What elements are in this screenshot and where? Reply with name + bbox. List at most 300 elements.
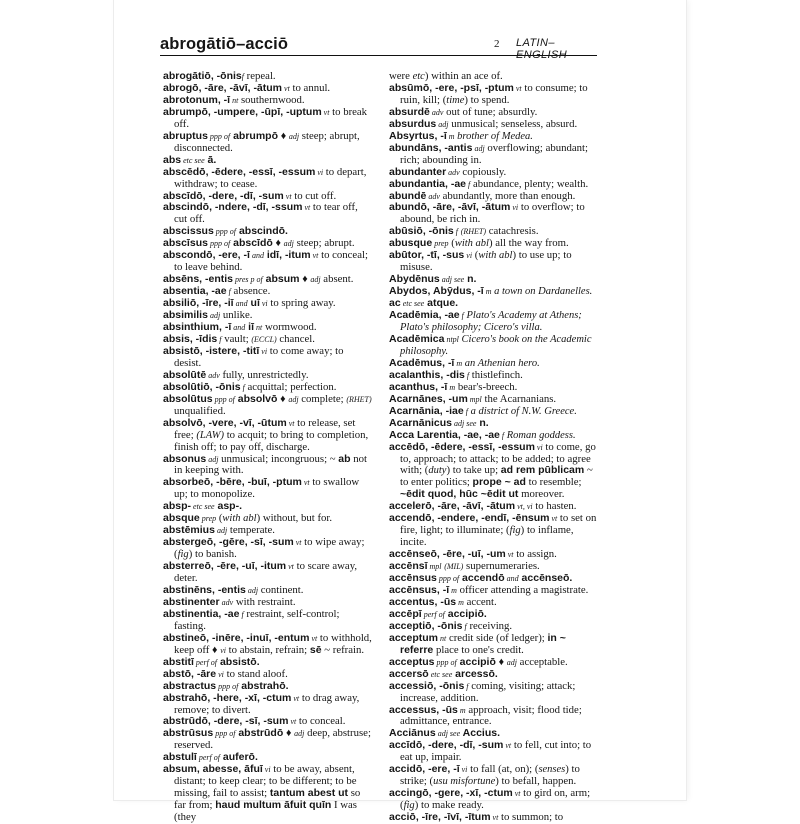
dictionary-entry (389, 83, 599, 107)
entry-text: with restraint. (233, 595, 296, 608)
entry-grammar: ppp of (213, 227, 237, 237)
entry-grammar: vt (549, 514, 558, 524)
entry-grammar: perf of (196, 753, 220, 763)
entry-grammar: nt (230, 95, 239, 105)
entry-headword: abstractus (163, 679, 217, 692)
entry-headword: abstrūdō, -dere, -sī, -sum (163, 715, 289, 728)
entry-text: overflowing; abundant; rich; abounding in. (400, 141, 588, 166)
dictionary-entry (163, 609, 373, 633)
entry-italic: etc (412, 71, 425, 82)
entry-headword: absterreō, -ēre, -uī, -itum (163, 560, 287, 573)
entry-grammar: vt (301, 478, 310, 488)
dictionary-entry (163, 107, 373, 131)
entry-text: ♦ (272, 237, 284, 250)
entry-headword: absinthium, -ī (163, 321, 232, 334)
dictionary-entry (163, 537, 373, 561)
entry-italic: an Athenian hero. (462, 357, 540, 369)
entry-headword: absorbeō, -bēre, -buī, -ptum (163, 476, 302, 489)
entry-grammar: adj (506, 657, 517, 667)
dictionary-entry (163, 346, 373, 370)
entry-italic: with abl (478, 250, 513, 262)
entry-headword: accendō, -endere, -endī, -ēnsum (389, 512, 550, 525)
entry-italic: a town on Dardanelles. (491, 286, 593, 298)
entry-grammar: (RHET) (460, 227, 487, 237)
entry-text: ♦ (277, 392, 289, 405)
entry-headword: idī, -itum (263, 249, 311, 262)
entry-grammar: f (499, 430, 505, 440)
entry-text: out of tune; absurdly. (443, 105, 538, 118)
entry-text: the Acarnanians. (481, 392, 557, 405)
entry-headword: ad rem pūblicam (500, 464, 585, 477)
entry-headword: absolvō (234, 392, 278, 405)
entry-italic: Plato's Academy at Athens; Plato's philosophy; Cicero's villa. (400, 310, 582, 334)
dictionary-entry (163, 202, 373, 226)
entry-grammar: vt (310, 251, 319, 261)
entry-text: ) to banish. (188, 548, 237, 561)
entry-headword: Acadēmica (389, 332, 445, 345)
dictionary-entry (389, 812, 599, 824)
entry-text: to fall (at, on); ( (467, 763, 539, 776)
entry-text: abundance, plenty; wealth. (470, 177, 589, 190)
entry-grammar: perf of (193, 657, 218, 667)
entry-headword: absolūtē (163, 368, 207, 381)
entry-text: catachresis. (486, 225, 539, 238)
entry-headword: Acciānus (389, 727, 436, 740)
entry-headword: Accius. (460, 727, 501, 740)
entry-italic: time (446, 94, 465, 106)
entry-text: to overflow; to abound, be rich in. (400, 201, 585, 226)
entry-text: fully, unrestrictedly. (219, 368, 309, 381)
entry-grammar: vt (293, 538, 302, 548)
entry-grammar: ppp of (212, 394, 235, 404)
entry-headword: Acadēmus, -ī (389, 356, 455, 369)
dictionary-entry (163, 131, 373, 155)
entry-headword: abundanter (389, 165, 447, 178)
entry-headword: Abydēnus (389, 273, 440, 286)
entry-text: to release, set free; (174, 416, 356, 441)
entry-italic: Roman goddess. (504, 429, 576, 441)
entry-headword: accingō, -gere, -xī, -ctum (389, 787, 513, 800)
entry-text: wormwood. (262, 321, 317, 334)
entry-grammar: etc see (400, 299, 425, 309)
entry-text: to depart, withdraw; to cease. (174, 165, 367, 190)
dictionary-entry (389, 764, 599, 788)
entry-headword: abstō, -āre (163, 667, 217, 680)
running-headwords: abrogātiō–acciō (160, 35, 289, 53)
entry-headword: ~ēdit quod, hūc ~ēdit ut (400, 488, 519, 501)
entry-grammar: mpl (467, 394, 482, 404)
entry-grammar: f (464, 681, 469, 691)
entry-text: unmusical; senseless, absurd. (448, 117, 578, 130)
entry-grammar: and (233, 299, 248, 309)
entry-headword: abscondō, -ere, -ī (163, 249, 250, 262)
right-column (389, 71, 599, 824)
entry-headword: ā. (204, 153, 217, 166)
entry-grammar: vi (259, 299, 268, 309)
entry-headword: acceptus (389, 655, 435, 668)
entry-text: to be away, absent, distant; to keep clear; to be different; to be missing, fail to assist; (174, 763, 357, 800)
entry-headword: accendō (459, 572, 505, 585)
entry-grammar: adj (245, 585, 259, 595)
entry-grammar: vt (321, 107, 330, 117)
dictionary-entry (389, 250, 599, 274)
entry-grammar: adv (426, 191, 440, 201)
entry-grammar: adv (219, 597, 234, 607)
entry-italic: senses (538, 764, 566, 776)
entry-text: vault; (221, 332, 252, 345)
entry-grammar: vi (534, 442, 543, 452)
entry-headword: absolūtus (163, 392, 213, 405)
entry-headword: accēnsus, -ī (389, 583, 450, 596)
entry-headword: abundantia, -ae (389, 177, 467, 190)
entry-grammar: and (231, 323, 246, 333)
dictionary-entry (389, 143, 599, 167)
entry-grammar: adv (429, 107, 444, 117)
entry-grammar: prep (432, 239, 449, 249)
entry-text: were (389, 70, 413, 82)
entry-headword: abscindō. (236, 225, 288, 238)
entry-text: temperate. (227, 524, 275, 537)
entry-headword: accessus, -ūs (389, 703, 458, 716)
entry-grammar: etc see (191, 502, 215, 512)
entry-grammar: adj (472, 143, 485, 153)
entry-italic: (LAW) (196, 429, 224, 441)
entry-headword: absque (163, 512, 200, 525)
page-header (160, 32, 596, 61)
entry-grammar: vi (315, 167, 324, 177)
entry-grammar: adj (206, 454, 219, 464)
entry-italic: fig (403, 800, 415, 812)
entry-headword: accēnseō. (518, 572, 573, 585)
entry-grammar: adj (310, 275, 321, 285)
entry-headword: absis, -īdis (163, 332, 218, 345)
entry-grammar: adj (436, 119, 449, 129)
entry-headword: Absyrtus, -ī (389, 129, 447, 142)
entry-headword: absonus (163, 452, 207, 465)
entry-grammar: adj (207, 311, 221, 321)
dictionary-entry (163, 477, 373, 501)
entry-grammar: and (249, 251, 264, 261)
entry-headword: Acarnānia, -iae (389, 404, 464, 417)
entry-headword: acciō, -īre, -īvī, -ītum (389, 811, 491, 824)
dictionary-entry (389, 202, 599, 226)
entry-grammar: vt (309, 633, 318, 643)
entry-headword: abstitī (163, 655, 194, 668)
entry-text: officer attending a magistrate. (456, 583, 589, 596)
entry-headword: accipiō. (444, 607, 487, 620)
dictionary-entry (389, 442, 599, 502)
entry-headword: acanthus, -ī (389, 380, 448, 393)
entry-grammar: etc see (428, 669, 453, 679)
entry-text: absence. (230, 285, 271, 298)
entry-grammar: vt (512, 789, 521, 799)
section-title: LATIN–ENGLISH (516, 37, 568, 61)
entry-grammar: ntpl (444, 334, 459, 344)
entry-grammar: vi (510, 203, 519, 213)
dictionary-entry (389, 633, 599, 657)
entry-headword: prope ~ ad (472, 476, 526, 489)
entry-text: coming, visiting; attack; increase, addition. (400, 679, 576, 704)
entry-headword: iī (245, 321, 255, 334)
entry-grammar: vt (283, 191, 292, 201)
dictionary-entry (163, 394, 373, 418)
entry-grammar: adj (288, 394, 299, 404)
entry-text: to fell, cut into; to eat up, impair. (400, 739, 592, 764)
entry-grammar: f (466, 179, 471, 189)
entry-italic: with abl (454, 238, 489, 250)
entry-grammar: ppp of (436, 574, 460, 584)
entry-text: ( (448, 237, 455, 250)
entry-headword: abs (163, 153, 182, 166)
entry-text: to withhold, keep off ♦ (174, 631, 372, 656)
dictionary-entry (163, 728, 373, 752)
entry-text: ) to spend. (464, 93, 510, 106)
entry-grammar: adv (446, 167, 460, 177)
entry-text: steep; abrupt, disconnected. (174, 129, 360, 154)
entry-headword: absurdus (389, 117, 437, 130)
entry-headword: abstineō, -inēre, -inuī, -entum (163, 631, 310, 644)
entry-text: ( (472, 249, 479, 262)
entry-headword: absolvō, -vere, -vī, -ūtum (163, 416, 287, 429)
entry-text: ♦ (278, 129, 289, 142)
entry-text: to abstain, refrain; (225, 643, 310, 656)
entry-text: thistlefinch. (469, 368, 523, 381)
entry-grammar: m (457, 705, 466, 715)
entry-text: to stand aloof. (223, 667, 288, 680)
entry-grammar: f (462, 621, 467, 631)
left-column (163, 71, 373, 824)
entry-grammar: ppp of (213, 729, 236, 739)
entry-headword: n. (464, 273, 477, 286)
entry-text: credit side (of ledger); (446, 631, 548, 644)
entry-headword: abūtor, -tī, -sus (389, 249, 465, 262)
entry-grammar: adj (283, 239, 294, 249)
entry-headword: Acarnānicus (389, 416, 453, 429)
entry-grammar: vt (291, 693, 300, 703)
entry-headword: abstulī (163, 751, 197, 764)
entry-headword: Acarnānes, -um (389, 392, 468, 405)
entry-headword: ab (338, 452, 351, 465)
entry-headword: abscīdō (230, 237, 273, 250)
entry-text: to tear off, cut off. (174, 201, 358, 226)
dictionary-entry (163, 764, 373, 824)
entry-text: to cut off. (291, 189, 337, 202)
entry-grammar: nt (254, 323, 263, 333)
entry-grammar: vt (513, 83, 522, 93)
entry-text: place to one's credit. (433, 643, 524, 656)
entry-headword: arcessō. (452, 667, 498, 680)
entry-text: unlike. (220, 309, 253, 322)
entry-grammar: (ECCL) (251, 334, 277, 344)
entry-grammar: vi (459, 765, 468, 775)
entry-grammar: vt (503, 741, 512, 751)
entry-headword: n. (476, 416, 489, 429)
entry-text: to scare away, deter. (174, 560, 358, 585)
entry-grammar: vt, vi (515, 502, 533, 512)
dictionary-entry (163, 633, 373, 657)
entry-text: ) to befall, happen. (495, 775, 577, 788)
entry-grammar: vi (220, 645, 226, 655)
entry-grammar: m (483, 287, 492, 297)
entry-italic: fig (509, 525, 521, 537)
entry-italic: usu misfortune (433, 776, 496, 788)
entry-grammar: vi (216, 669, 224, 679)
entry-text: accent. (463, 595, 497, 608)
entry-text: to annul. (289, 81, 331, 94)
entry-grammar: vt (505, 550, 514, 560)
entry-grammar: f (239, 609, 244, 619)
entry-italic: fig (177, 549, 189, 561)
entry-text: copiously. (459, 165, 507, 178)
entry-grammar: vt (490, 813, 499, 823)
entry-text: to acquit; to bring to completion, finish off; to pay off, discharge. (174, 428, 369, 453)
entry-headword: uī (247, 297, 260, 310)
entry-text: to set on fire, light; to illuminate; ( (400, 512, 597, 537)
entry-headword: acceptiō, -ōnis (389, 619, 463, 632)
entry-text: acceptable. (516, 655, 568, 668)
entry-headword: abscīdō, -dere, -dī, -sum (163, 189, 284, 202)
entry-grammar: adj (294, 729, 305, 739)
entry-text: I was (they (174, 799, 357, 824)
entry-text: absent. (320, 273, 354, 286)
entry-headword: absum, abesse, āfuī (163, 763, 263, 776)
entry-text: ~ to enter politics; (400, 464, 593, 489)
entry-text: chancel. (276, 332, 315, 345)
dictionary-entry (389, 705, 599, 729)
entry-headword: acalanthis, -dis (389, 368, 465, 381)
entry-italic: a district of N.W. Greece. (467, 405, 577, 417)
entry-headword: haud multum āfuit quīn (215, 799, 332, 812)
entry-headword: accēpī (389, 607, 422, 620)
entry-headword: atque. (424, 297, 459, 310)
entry-headword: absimilis (163, 309, 208, 322)
entry-headword: abstēmius (163, 524, 215, 537)
entry-headword: abundē (389, 189, 427, 202)
entry-grammar: m (449, 585, 457, 595)
entry-italic: with abl (222, 513, 257, 525)
entry-headword: abstrūsus (163, 727, 214, 740)
entry-text: unqualified. (174, 404, 226, 417)
entry-italic: duty (428, 465, 447, 477)
entry-grammar: vt (302, 203, 311, 213)
entry-grammar: f (463, 406, 468, 416)
entry-grammar: f (453, 227, 458, 237)
entry-grammar: ppp of (434, 657, 457, 667)
entry-headword: absum (262, 273, 300, 286)
entry-headword: abundō, -āre, -āvī, -ātum (389, 201, 511, 214)
entry-text: ) to inflame, incite. (400, 524, 574, 549)
entry-grammar: vi (262, 765, 271, 775)
entry-headword: absūmō, -ere, -psī, -ptum (389, 81, 514, 94)
entry-headword: abundāns, -antis (389, 141, 473, 154)
entry-headword: absurdē (389, 105, 430, 118)
dictionary-entry (389, 740, 599, 764)
entry-grammar: etc see (181, 155, 205, 165)
entry-headword: auferō. (219, 751, 258, 764)
entry-headword: abstergeō, -gēre, -sī, -sum (163, 536, 294, 549)
entry-text: ) within an ace of. (424, 70, 503, 82)
entry-headword: abrogō, -āre, -āvī, -ātum (163, 81, 283, 94)
entry-headword: abrumpō, -umpere, -ūpī, -uptum (163, 105, 322, 118)
entry-grammar: adj (288, 131, 300, 141)
entry-headword: abrogātiō, -ōnis (163, 70, 242, 82)
entry-text: to conceal; to leave behind. (174, 249, 368, 274)
entry-text: continent. (258, 583, 304, 596)
dictionary-entry (389, 681, 599, 705)
entry-text: to conceal. (296, 715, 346, 728)
entry-grammar: ppp of (216, 681, 239, 691)
entry-headword: absp- (163, 500, 192, 513)
entry-text: supernumeraries. (463, 560, 540, 573)
entry-grammar: vt (286, 418, 295, 428)
entry-grammar: f (241, 72, 244, 81)
entry-text: to come, go to, approach; to attack; to be added; to agree with; ( (400, 440, 596, 477)
entry-text: ♦ (495, 655, 507, 668)
entry-grammar: and (504, 574, 519, 584)
entry-headword: accentus, -ūs (389, 595, 457, 608)
dictionary-entry (389, 788, 599, 812)
dictionary-entry (163, 561, 373, 585)
entry-grammar: m (446, 131, 455, 141)
entry-headword: accīdō, -dere, -dī, -sum (389, 739, 504, 752)
entry-grammar: adj (214, 526, 228, 536)
dictionary-entry (389, 513, 599, 549)
entry-grammar: vi (464, 251, 473, 261)
entry-grammar: m (456, 597, 464, 607)
entry-grammar: f (464, 370, 470, 380)
entry-grammar: ppp of (207, 131, 231, 141)
entry-text: deep, abstruse; reserved. (174, 727, 371, 752)
entry-italic: Cicero's book on the Academic philosophy. (400, 333, 592, 357)
entry-text: ♦ (283, 727, 295, 740)
entry-text: not in keeping with. (174, 452, 367, 477)
dictionary-entry (163, 418, 373, 454)
entry-text: ♦ (299, 273, 311, 286)
entry-text: to assign. (513, 548, 557, 561)
dictionary-entry (163, 167, 373, 191)
dictionary-entry (163, 250, 373, 274)
entry-text: acquittal; perfection. (244, 380, 337, 393)
entry-text: so far from; (174, 787, 361, 812)
entry-text: to spring away. (267, 297, 336, 310)
entry-headword: abscindō, -ndere, -dī, -ssum (163, 201, 303, 214)
entry-grammar: vt (282, 83, 290, 93)
entry-italic: brother of Medea. (454, 130, 533, 142)
entry-headword: absistō. (217, 655, 260, 668)
entry-text: ) to use up; to misuse. (400, 249, 572, 274)
page-number: 2 (494, 38, 500, 50)
entry-grammar: m (447, 382, 456, 392)
entry-grammar: adj see (439, 275, 465, 285)
entry-headword: accidō, -ere, -ī (389, 763, 460, 776)
dictionary-entry (389, 286, 599, 298)
entry-text: bear's-breech. (455, 380, 518, 393)
entry-text: to gird on, arm; ( (400, 787, 591, 812)
entry-headword: tantum abest ut (269, 787, 349, 800)
entry-text: complete; (298, 392, 347, 405)
entry-grammar: adj see (452, 418, 477, 428)
entry-grammar: f (217, 334, 222, 344)
entry-headword: asp-. (214, 500, 242, 513)
dictionary-entry (389, 334, 599, 358)
entry-headword: abstrahō. (238, 679, 289, 692)
entry-text: to swallow up; to monopolize. (174, 476, 360, 501)
entry-headword: abruptus (163, 129, 208, 142)
entry-grammar: vt (286, 562, 294, 572)
entry-text: ) without, but for. (256, 512, 333, 525)
entry-text: to wipe away; ( (174, 536, 365, 561)
entry-text: steep; abrupt. (293, 237, 355, 250)
